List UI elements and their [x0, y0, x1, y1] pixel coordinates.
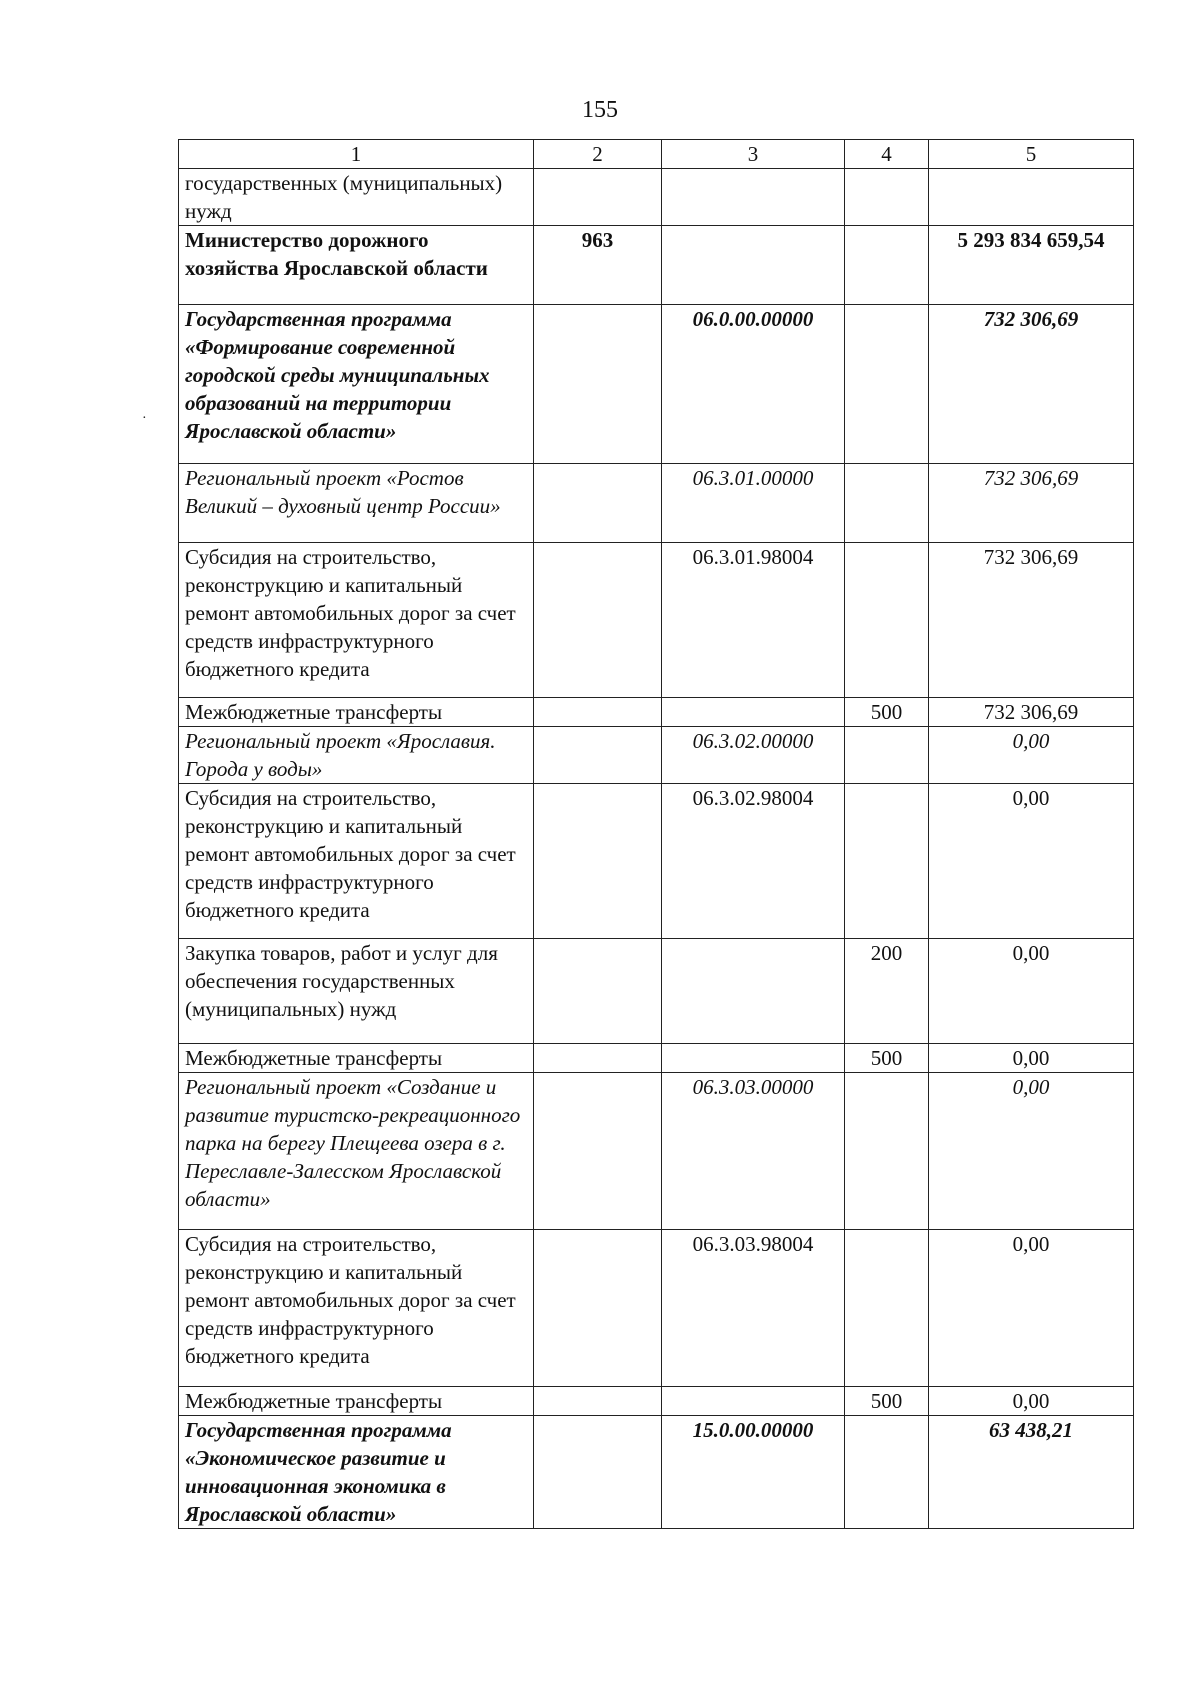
cell-code-admin: [534, 1044, 662, 1073]
header-col-2: 2: [534, 140, 662, 169]
cell-code-expense: [845, 1416, 929, 1529]
table-row: [179, 543, 1134, 698]
page-number: 155: [582, 97, 618, 123]
cell-amount: 732 306,69: [929, 464, 1134, 543]
cell-amount: 732 306,69: [929, 305, 1134, 464]
cell-code-expense: [845, 543, 929, 698]
cell-amount: 0,00: [929, 939, 1134, 1044]
cell-code-admin: [534, 1073, 662, 1230]
cell-code-target: 06.3.02.98004: [662, 784, 845, 939]
table-row: [179, 1044, 1134, 1073]
cell-code-expense: 500: [845, 1387, 929, 1416]
cell-amount: 0,00: [929, 784, 1134, 939]
cell-description: Государственная программа «Экономическое развитие и инновационная экономика в Ярославской области»: [179, 1416, 534, 1529]
cell-code-target: [662, 1387, 845, 1416]
budget-table-body: [179, 140, 1134, 1529]
budget-table: [178, 139, 1134, 1529]
cell-description: Региональный проект «Создание и развитие туристско-рекреационного парка на берегу Плещеева озера в г. Переславле-Залесском Ярославской области»: [179, 1073, 534, 1230]
cell-code-admin: [534, 305, 662, 464]
table-row: [179, 784, 1134, 939]
cell-code-target: 06.0.00.00000: [662, 305, 845, 464]
cell-code-target: [662, 226, 845, 305]
cell-code-target: 06.3.03.98004: [662, 1230, 845, 1387]
cell-code-target: 06.3.03.00000: [662, 1073, 845, 1230]
cell-code-admin: [534, 543, 662, 698]
cell-description: Министерство дорожного хозяйства Ярославской области: [179, 226, 534, 305]
cell-code-admin: [534, 464, 662, 543]
cell-code-target: 06.3.01.00000: [662, 464, 845, 543]
cell-code-admin: [534, 1230, 662, 1387]
cell-code-admin: [534, 1416, 662, 1529]
cell-description: Межбюджетные трансферты: [179, 698, 534, 727]
table-row: [179, 698, 1134, 727]
cell-code-admin: [534, 1387, 662, 1416]
cell-description: Закупка товаров, работ и услуг для обеспечения государственных (муниципальных) нужд: [179, 939, 534, 1044]
table-row: [179, 226, 1134, 305]
cell-description: Межбюджетные трансферты: [179, 1044, 534, 1073]
table-row: [179, 305, 1134, 464]
cell-code-admin: [534, 169, 662, 226]
cell-description: Государственная программа «Формирование современной городской среды муниципальных образований на территории Ярославской области»: [179, 305, 534, 464]
cell-code-expense: [845, 464, 929, 543]
cell-description: Региональный проект «Ярославия. Города у воды»: [179, 727, 534, 784]
cell-code-expense: [845, 1230, 929, 1387]
table-row: [179, 1073, 1134, 1230]
cell-code-target: [662, 1044, 845, 1073]
cell-code-expense: [845, 226, 929, 305]
cell-code-expense: 200: [845, 939, 929, 1044]
cell-amount: 63 438,21: [929, 1416, 1134, 1529]
table-row: [179, 1230, 1134, 1387]
table-row: [179, 1416, 1134, 1529]
header-col-4: 4: [845, 140, 929, 169]
cell-code-target: 06.3.02.00000: [662, 727, 845, 784]
cell-code-target: [662, 939, 845, 1044]
cell-description: Субсидия на строительство, реконструкцию и капитальный ремонт автомобильных дорог за счет средств инфраструктурного бюджетного кредита: [179, 1230, 534, 1387]
table-row: [179, 727, 1134, 784]
cell-description: Субсидия на строительство, реконструкцию и капитальный ремонт автомобильных дорог за счет средств инфраструктурного бюджетного кредита: [179, 543, 534, 698]
cell-amount: 0,00: [929, 1044, 1134, 1073]
cell-amount: 0,00: [929, 1073, 1134, 1230]
cell-code-expense: [845, 169, 929, 226]
cell-code-target: [662, 698, 845, 727]
table-row: [179, 464, 1134, 543]
cell-amount: 732 306,69: [929, 698, 1134, 727]
cell-code-expense: [845, 1073, 929, 1230]
cell-description: государственных (муниципальных) нужд: [179, 169, 534, 226]
cell-code-admin: 963: [534, 226, 662, 305]
cell-code-target: 15.0.00.00000: [662, 1416, 845, 1529]
table-row: [179, 939, 1134, 1044]
cell-amount: 732 306,69: [929, 543, 1134, 698]
cell-amount: 0,00: [929, 1230, 1134, 1387]
cell-code-target: [662, 169, 845, 226]
cell-code-expense: [845, 727, 929, 784]
cell-code-expense: [845, 784, 929, 939]
cell-description: Региональный проект «Ростов Великий – духовный центр России»: [179, 464, 534, 543]
cell-amount: [929, 169, 1134, 226]
cell-code-admin: [534, 939, 662, 1044]
header-col-5: 5: [929, 140, 1134, 169]
cell-code-target: 06.3.01.98004: [662, 543, 845, 698]
cell-code-expense: [845, 305, 929, 464]
cell-code-admin: [534, 784, 662, 939]
header-col-3: 3: [662, 140, 845, 169]
cell-description: Субсидия на строительство, реконструкцию и капитальный ремонт автомобильных дорог за счет средств инфраструктурного бюджетного кредита: [179, 784, 534, 939]
table-row: [179, 1387, 1134, 1416]
cell-code-admin: [534, 727, 662, 784]
scan-mark: ·: [142, 411, 147, 426]
cell-amount: 0,00: [929, 1387, 1134, 1416]
header-col-1: 1: [179, 140, 534, 169]
cell-code-admin: [534, 698, 662, 727]
cell-amount: 5 293 834 659,54: [929, 226, 1134, 305]
table-header-row: [179, 140, 1134, 169]
cell-description: Межбюджетные трансферты: [179, 1387, 534, 1416]
cell-amount: 0,00: [929, 727, 1134, 784]
cell-code-expense: 500: [845, 1044, 929, 1073]
cell-code-expense: 500: [845, 698, 929, 727]
table-row: [179, 169, 1134, 226]
